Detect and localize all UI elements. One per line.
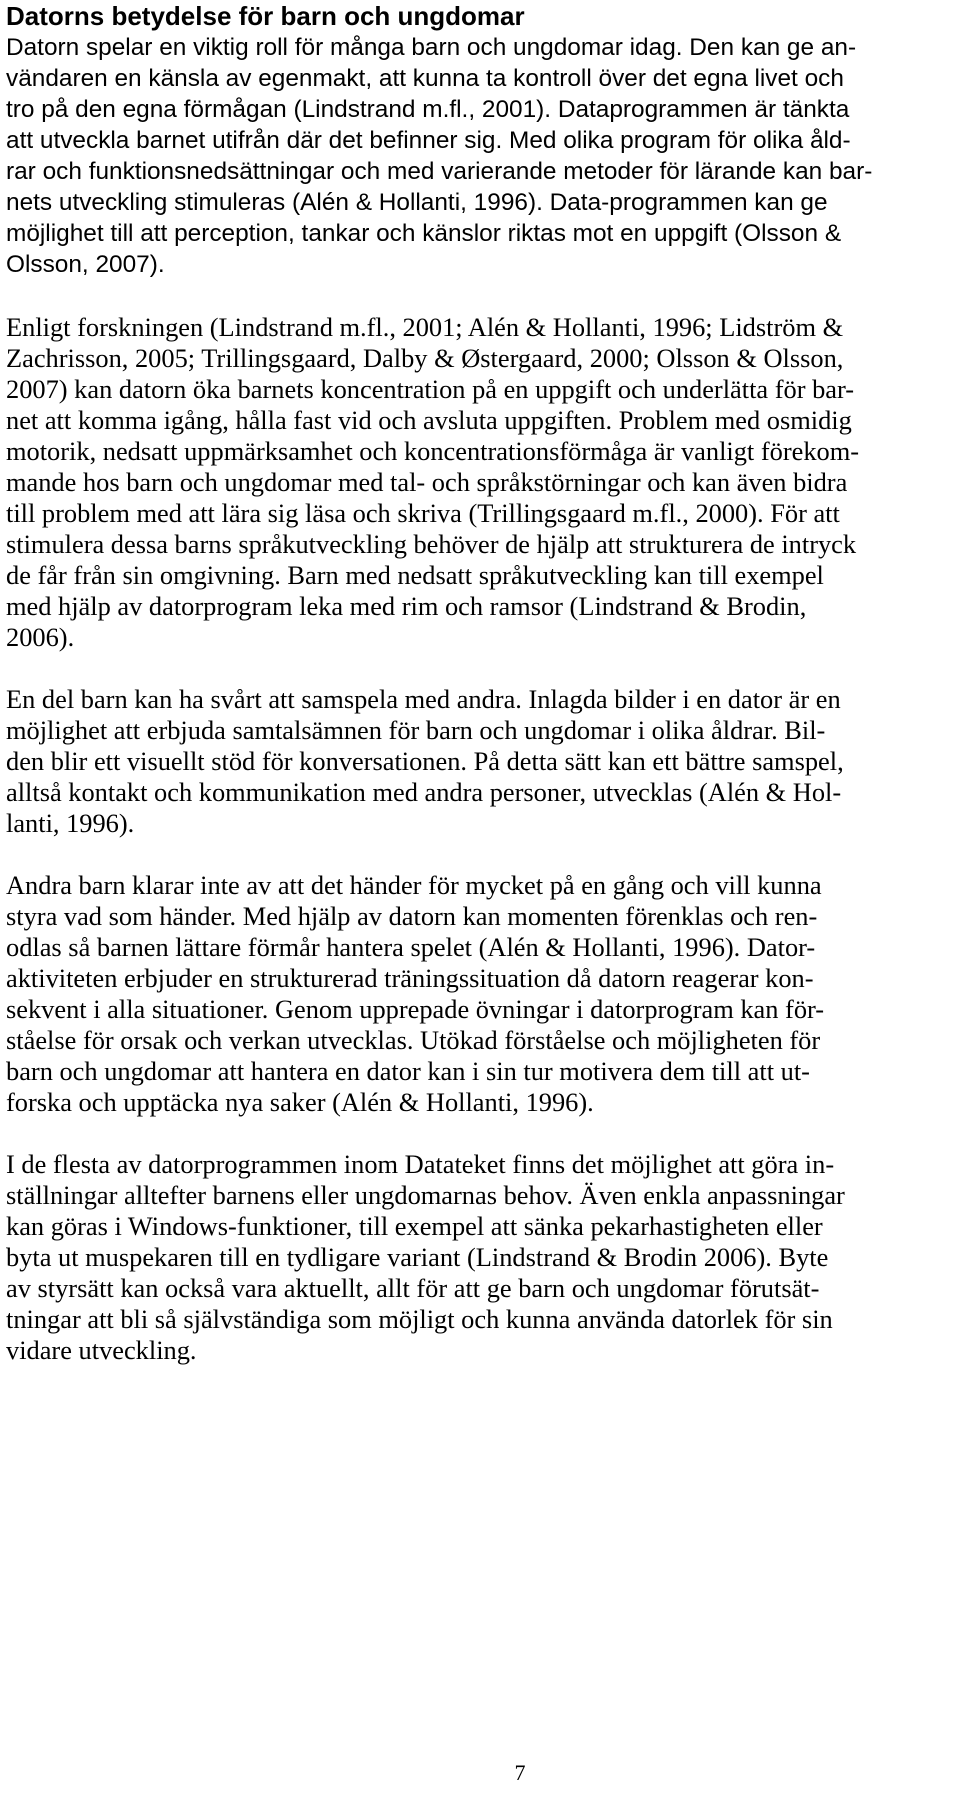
- text-line: styra vad som händer. Med hjälp av datorn kan momenten förenklas och ren-: [6, 901, 818, 931]
- text-line: byta ut muspekaren till en tydligare variant (Lindstrand & Brodin 2006). Byte: [6, 1242, 829, 1272]
- text-line: att utveckla barnet utifrån där det befinner sig. Med olika program för olika åld-: [6, 127, 851, 154]
- paragraph-gap: [6, 280, 952, 312]
- text-line: ståelse för orsak och verkan utvecklas. Utökad förståelse och möjligheten för: [6, 1025, 821, 1055]
- text-line: alltså kontakt och kommunikation med andra personer, utvecklas (Alén & Hol-: [6, 777, 842, 807]
- paragraph-5: [6, 1149, 952, 1366]
- paragraph-2: [6, 312, 952, 653]
- text-line: kan göras i Windows-funktioner, till exempel att sänka pekarhastigheten eller: [6, 1211, 823, 1241]
- text-line: mande hos barn och ungdomar med tal- och språkstörningar och kan även bidra: [6, 467, 848, 497]
- text-line: de får från sin omgivning. Barn med nedsatt språkutveckling kan till exempel: [6, 560, 824, 590]
- text-line: ställningar alltefter barnens eller ungdomarnas behov. Även enkla anpassningar: [6, 1180, 845, 1210]
- text-line: motorik, nedsatt uppmärksamhet och koncentrationsförmåga är vanligt förekom-: [6, 436, 860, 466]
- paragraph-gap: [6, 1118, 952, 1149]
- text-line: aktiviteten erbjuder en strukturerad träningssituation då datorn reagerar kon-: [6, 963, 814, 993]
- text-line: rar och funktionsnedsättningar och med varierande metoder för lärande kan bar-: [6, 158, 873, 185]
- text-line: till problem med att lära sig läsa och skriva (Trillingsgaard m.fl., 2000). För att: [6, 498, 840, 528]
- section-heading: Datorns betydelse för barn och ungdomar: [6, 1, 525, 31]
- text-line: Datorn spelar en viktig roll för många barn och ungdomar idag. Den kan ge an-: [6, 34, 857, 61]
- text-line: med hjälp av datorprogram leka med rim och ramsor (Lindstrand & Brodin,: [6, 591, 807, 621]
- text-line: av styrsätt kan också vara aktuellt, allt för att ge barn och ungdomar förutsät-: [6, 1273, 820, 1303]
- paragraph-4: [6, 870, 952, 1118]
- page-number-text: 7: [514, 1760, 526, 1785]
- paragraph-gap: [6, 839, 952, 870]
- text-line: 2007) kan datorn öka barnets koncentration på en uppgift och underlätta för bar-: [6, 374, 855, 404]
- text-line: vidare utveckling.: [6, 1335, 197, 1365]
- text-line: den blir ett visuellt stöd för konversationen. På detta sätt kan ett bättre samspel,: [6, 746, 844, 776]
- text-line: I de flesta av datorprogrammen inom Datateket finns det möjlighet att göra in-: [6, 1149, 835, 1179]
- text-line: lanti, 1996).: [6, 808, 135, 838]
- text-line: Olsson, 2007).: [6, 251, 165, 278]
- page-number: [0, 1760, 960, 1786]
- text-line: forska och upptäcka nya saker (Alén & Hollanti, 1996).: [6, 1087, 594, 1117]
- paragraph-gap: [6, 653, 952, 684]
- text-line: tro på den egna förmågan (Lindstrand m.fl., 2001). Dataprogrammen är tänkta: [6, 96, 850, 123]
- text-line: möjlighet till att perception, tankar och känslor riktas mot en uppgift (Olsson &: [6, 220, 842, 247]
- text-line: vändaren en känsla av egenmakt, att kunna ta kontroll över det egna livet och: [6, 65, 844, 92]
- document-page: [6, 0, 952, 1366]
- text-line: odlas så barnen lättare förmår hantera spelet (Alén & Hollanti, 1996). Dator-: [6, 932, 816, 962]
- text-line: Andra barn klarar inte av att det händer för mycket på en gång och vill kunna: [6, 870, 822, 900]
- text-line: Enligt forskningen (Lindstrand m.fl., 2001; Alén & Hollanti, 1996; Lidström &: [6, 312, 844, 342]
- text-line: stimulera dessa barns språkutveckling behöver de hjälp att strukturera de intryck: [6, 529, 857, 559]
- paragraph-1: [6, 32, 952, 280]
- text-line: sekvent i alla situationer. Genom upprepade övningar i datorprogram kan för-: [6, 994, 825, 1024]
- text-line: nets utveckling stimuleras (Alén & Hollanti, 1996). Data-programmen kan ge: [6, 189, 828, 216]
- text-line: barn och ungdomar att hantera en dator kan i sin tur motivera dem till att ut-: [6, 1056, 810, 1086]
- text-line: tningar att bli så självständiga som möjligt och kunna använda datorlek för sin: [6, 1304, 833, 1334]
- paragraph-3: [6, 684, 952, 839]
- text-line: Zachrisson, 2005; Trillingsgaard, Dalby & Østergaard, 2000; Olsson & Olsson,: [6, 343, 844, 373]
- text-line: möjlighet att erbjuda samtalsämnen för barn och ungdomar i olika åldrar. Bil-: [6, 715, 826, 745]
- text-line: net att komma igång, hålla fast vid och avsluta uppgiften. Problem med osmidig: [6, 405, 852, 435]
- text-line: En del barn kan ha svårt att samspela med andra. Inlagda bilder i en dator är en: [6, 684, 841, 714]
- text-line: 2006).: [6, 622, 75, 652]
